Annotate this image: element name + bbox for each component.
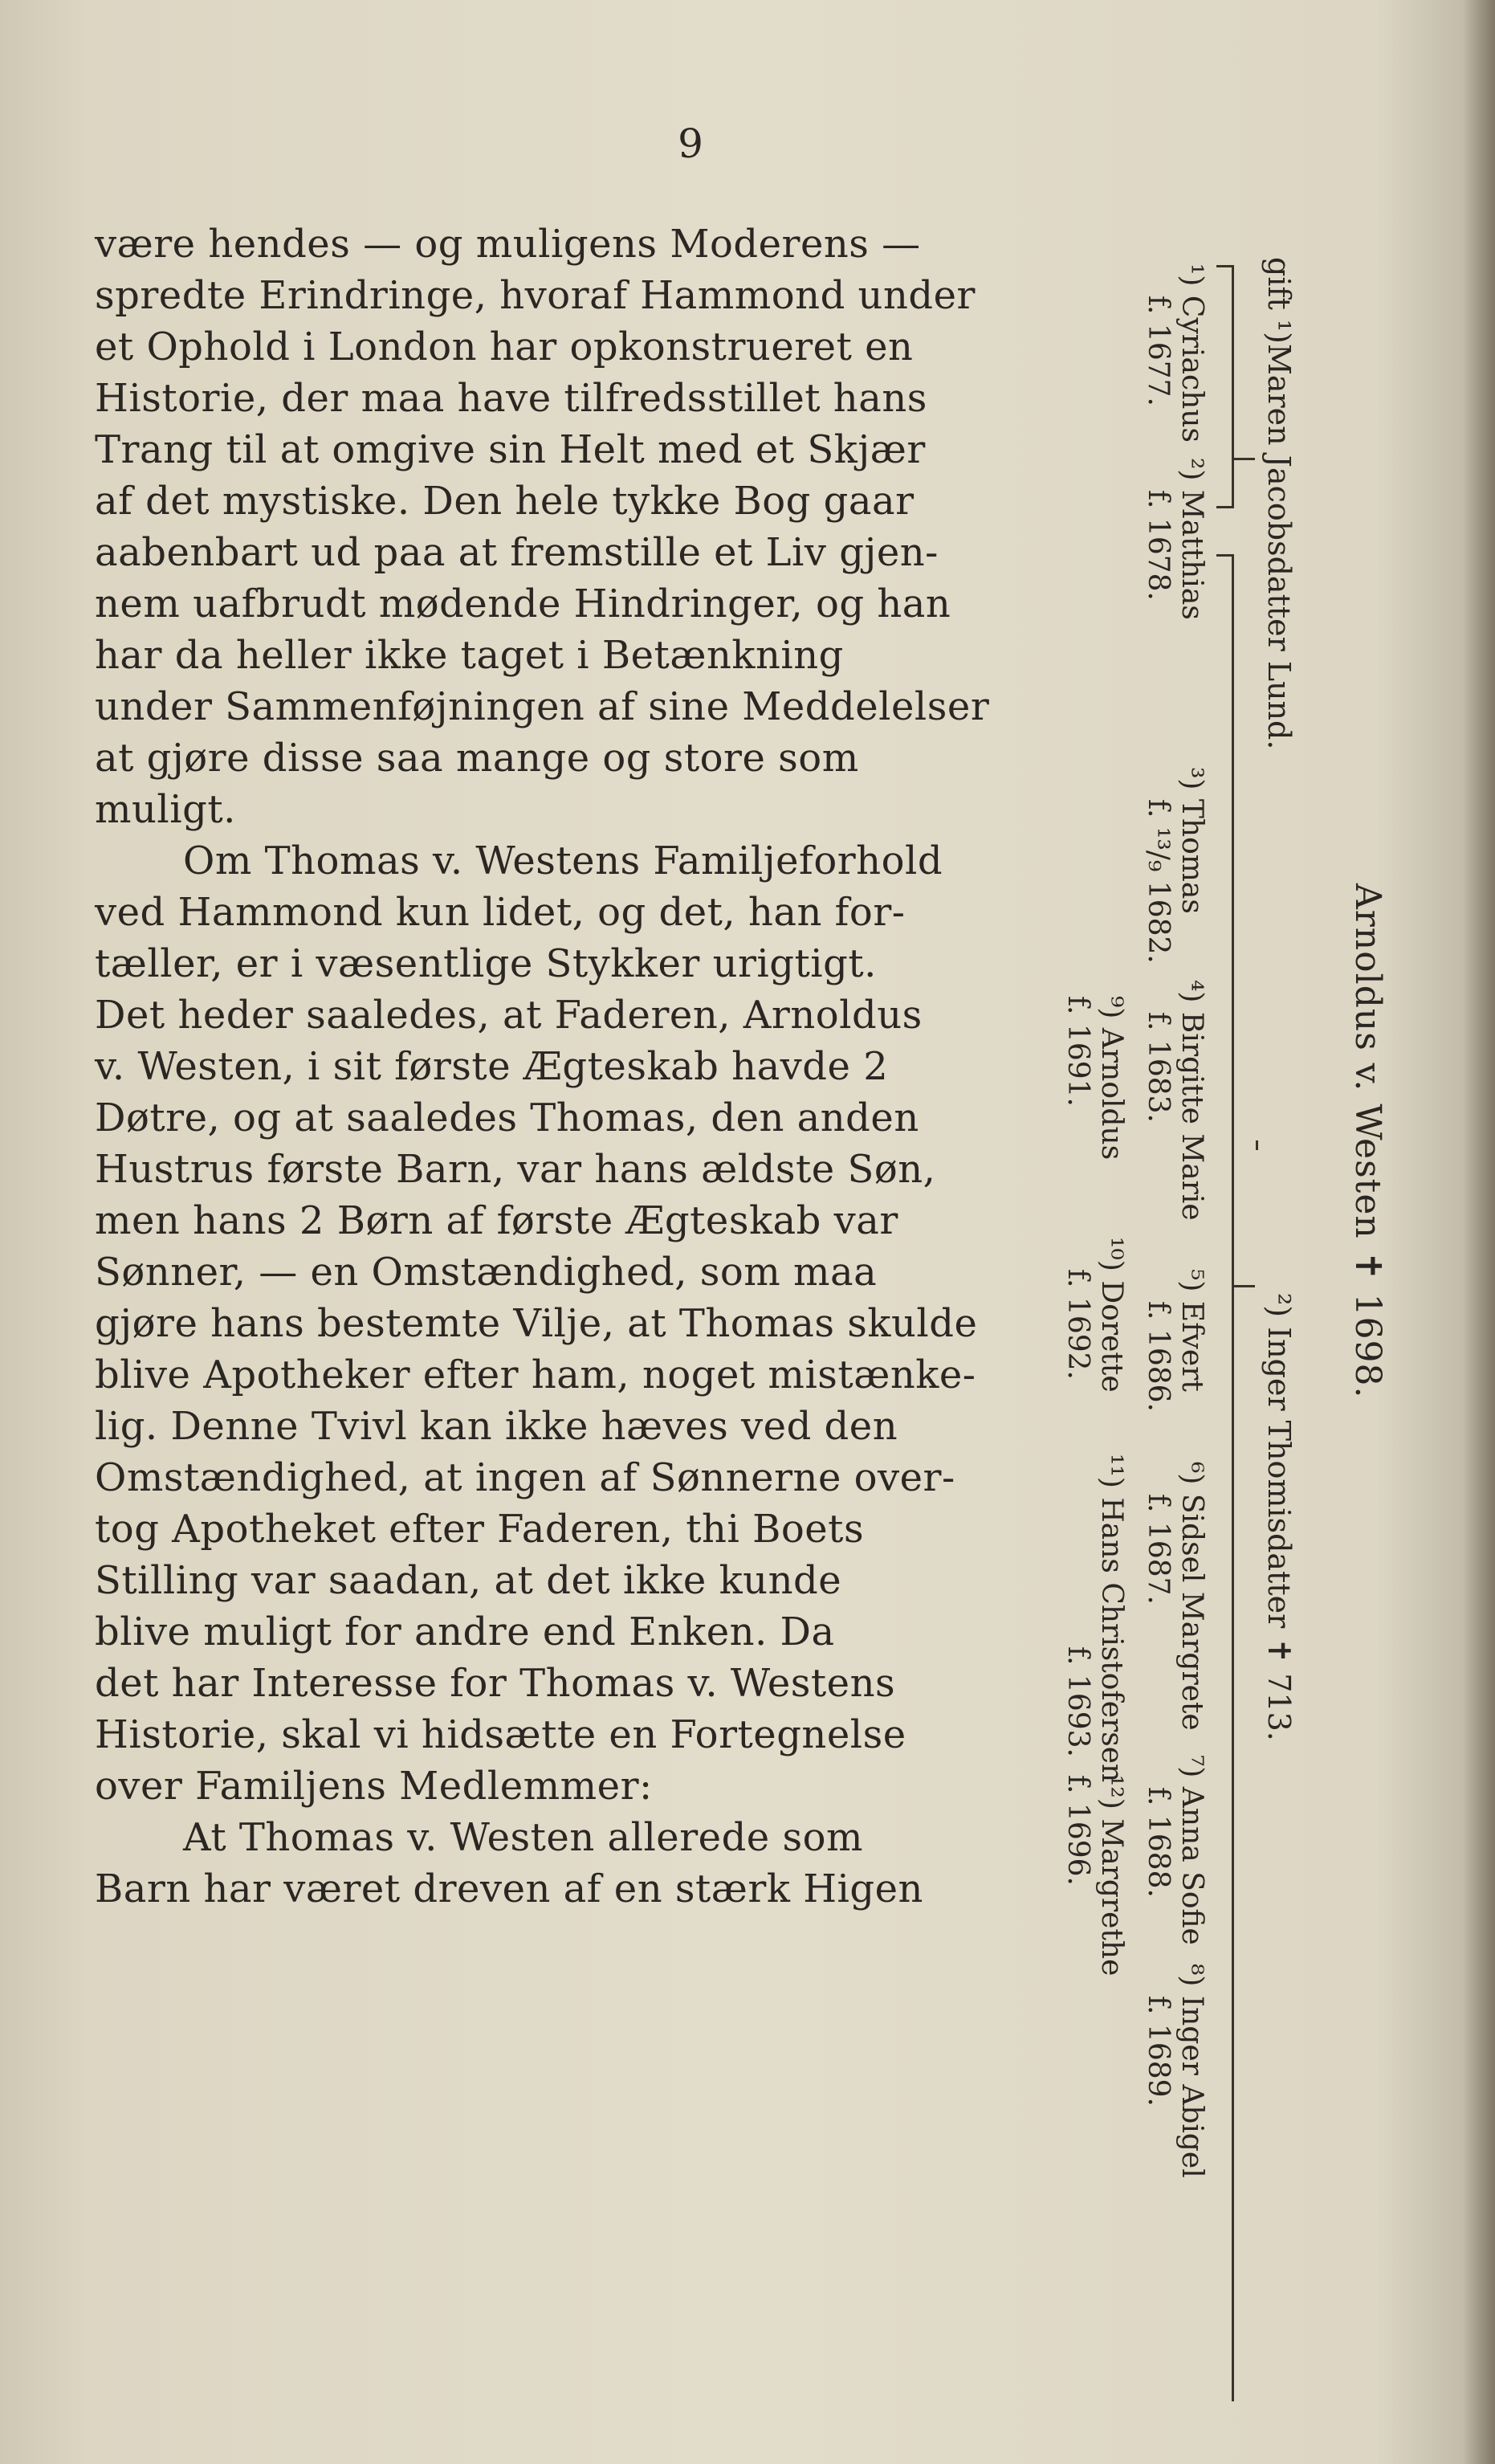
genealogy-child (1141, 1462, 1208, 1731)
text-line: lig. Denne Tvivl kan ikke hæves ved den (95, 1404, 898, 1449)
bracket-line (1232, 265, 1234, 506)
text-line: Det heder saaledes, at Faderen, Arnoldus (95, 993, 923, 1038)
text-line: under Sammenføjningen af sine Meddelelser (95, 684, 990, 729)
child-name: ¹) Cyriachus (1175, 263, 1208, 443)
text-line: Omstændighed, at ingen af Sønnerne over- (95, 1455, 955, 1500)
child-name: ⁹) Arnoldus (1095, 996, 1128, 1161)
child-name: ⁶) Sidsel Margrete (1175, 1462, 1208, 1731)
text-line: v. Westen, i sit første Ægteskab havde 2 (95, 1044, 889, 1089)
text-line: Om Thomas v. Westens Familjeforhold (183, 838, 943, 883)
text-line: Historie, skal vi hidsætte en Fortegnelse (95, 1712, 906, 1757)
child-birth: f. 1691. (1061, 996, 1094, 1107)
genealogy-child (1141, 1755, 1208, 1945)
text-line: Historie, der maa have tilfredsstillet hans (95, 376, 927, 421)
child-birth: f. 1677. (1142, 296, 1175, 406)
text-line: men hans 2 Børn af første Ægteskab var (95, 1198, 898, 1243)
text-line: blive muligt for andre end Enken. Da (95, 1609, 835, 1654)
text-line: Sønner, — en Omstændighed, som maa (95, 1250, 878, 1295)
child-name: ¹⁰) Dorette (1095, 1237, 1128, 1393)
bracket-line (1216, 506, 1234, 508)
genealogy-second-spouse: ²) Inger Thomisdatter ✝ 713. (1261, 1293, 1297, 1741)
text-line: Stilling var saadan, at det ikke kunde (95, 1558, 842, 1603)
text-line: tog Apotheket efter Faderen, thi Boets (95, 1507, 865, 1552)
genealogy-first-spouse: gift ¹)Maren Jacobsdatter Lund. (1261, 257, 1297, 750)
child-name: ¹²) Margrethe (1095, 1775, 1128, 1977)
genealogy-child (1061, 996, 1128, 1160)
text-line: gjøre hans bestemte Vilje, at Thomas skulde (95, 1301, 978, 1346)
text-line: Trang til at omgive sin Helt med et Skjær (95, 427, 926, 472)
page-edge-shadow (1463, 0, 1495, 2464)
text-line: over Familjens Medlemmer: (95, 1764, 653, 1809)
text-line: blive Apotheker efter ham, noget mistænke- (95, 1352, 976, 1397)
bracket-line (1232, 554, 1234, 2401)
text-line: af det mystiske. Den hele tykke Bog gaar (95, 479, 915, 524)
child-birth: f. 1689. (1142, 1996, 1175, 2107)
child-name: ⁸) Inger Abigel (1175, 1964, 1208, 2178)
text-line: et Ophold i London har opkonstrueret en (95, 324, 914, 369)
child-birth: f. 1696. (1061, 1775, 1094, 1886)
child-name: ¹¹) Hans Christofersen (1095, 1454, 1128, 1783)
genealogy-child (1141, 263, 1208, 443)
genealogy-child (1141, 458, 1208, 620)
text-line: at gjøre disse saa mange og store som (95, 736, 859, 781)
text-line: Barn har været dreven af en stærk Higen (95, 1866, 923, 1911)
genealogy-table (927, 257, 1388, 2409)
child-birth: f. ¹³/₉ 1682. (1142, 799, 1175, 964)
child-name: ⁵) Efvert (1175, 1269, 1208, 1392)
page-number: 9 (678, 120, 703, 167)
connector-line (1256, 1140, 1258, 1150)
genealogy-parent: Arnoldus v. Westen ✝ 1698. (1347, 883, 1388, 1399)
child-birth: f. 1688. (1142, 1787, 1175, 1898)
text-line: nem uafbrudt mødende Hindringer, og han (95, 581, 951, 626)
genealogy-child (1061, 1775, 1128, 1976)
genealogy-child (1061, 1454, 1128, 1782)
genealogy-child (1141, 1269, 1208, 1412)
text-line: Døtre, og at saaledes Thomas, den anden (95, 1095, 919, 1140)
body-text (95, 218, 990, 1915)
child-birth: f. 1687. (1142, 1494, 1175, 1605)
genealogy-child (1061, 1237, 1128, 1393)
bracket-line (1216, 554, 1234, 557)
text-line: være hendes — og muligens Moderens — (95, 222, 921, 267)
text-line: muligt. (95, 787, 236, 832)
bracket-line (1216, 265, 1234, 267)
child-birth: f. 1678. (1142, 490, 1175, 601)
text-line: ved Hammond kun lidet, og det, han for- (95, 890, 906, 935)
bracket-line (1234, 1285, 1255, 1287)
genealogy-child (1141, 767, 1208, 964)
text-line: det har Interesse for Thomas v. Westens (95, 1661, 896, 1706)
child-birth: f. 1686. (1142, 1301, 1175, 1412)
child-birth: f. 1693. (1061, 1646, 1094, 1757)
genealogy-child (1141, 980, 1208, 1221)
text-line: At Thomas v. Westen allerede som (183, 1815, 863, 1860)
text-line: tæller, er i væsentlige Stykker urigtigt. (95, 941, 877, 986)
child-name: ⁷) Anna Sofie (1175, 1755, 1208, 1945)
text-line: aabenbart ud paa at fremstille et Liv gjen- (95, 530, 939, 575)
text-line: har da heller ikke taget i Betænkning (95, 633, 844, 678)
genealogy-child (1141, 1964, 1208, 2178)
text-line: spredte Erindringe, hvoraf Hammond under (95, 273, 976, 318)
bracket-line (1234, 458, 1255, 460)
child-name: ⁴) Birgitte Marie (1175, 980, 1208, 1221)
child-name: ²) Matthias (1175, 458, 1208, 620)
child-name: ³) Thomas (1175, 767, 1208, 914)
child-birth: f. 1683. (1142, 1012, 1175, 1123)
text-line: Hustrus første Barn, var hans ældste Søn, (95, 1147, 936, 1192)
child-birth: f. 1692. (1061, 1269, 1094, 1380)
